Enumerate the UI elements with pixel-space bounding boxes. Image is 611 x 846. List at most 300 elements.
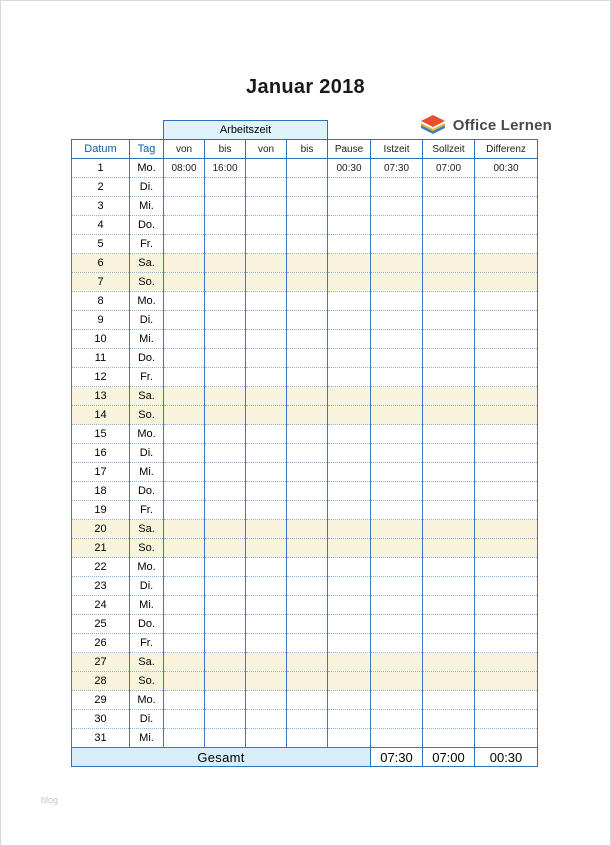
cell-differenz[interactable] (475, 520, 538, 539)
cell-von-2[interactable] (246, 254, 287, 273)
cell-datum: 18 (72, 482, 130, 501)
cell-bis-2[interactable] (287, 577, 328, 596)
cell-pause[interactable] (328, 615, 371, 634)
cell-istzeit[interactable] (371, 577, 423, 596)
cell-differenz[interactable] (475, 482, 538, 501)
cell-bis-2[interactable] (287, 273, 328, 292)
cell-von-2[interactable] (246, 292, 287, 311)
cell-bis-1[interactable] (205, 178, 246, 197)
cell-pause[interactable] (328, 672, 371, 691)
cell-differenz[interactable] (475, 558, 538, 577)
cell-von-2[interactable] (246, 444, 287, 463)
group-header-spacer-date (72, 121, 130, 140)
cell-von-2[interactable] (246, 615, 287, 634)
cell-von-1[interactable] (164, 216, 205, 235)
cell-von-2[interactable] (246, 463, 287, 482)
cell-datum: 12 (72, 368, 130, 387)
total-istzeit: 07:30 (371, 748, 423, 767)
cell-bis-1[interactable] (205, 216, 246, 235)
cell-von-1[interactable] (164, 368, 205, 387)
cell-istzeit[interactable] (371, 634, 423, 653)
group-header-spacer-pause (328, 121, 371, 140)
cell-tag: Do. (130, 349, 164, 368)
cell-pause[interactable] (328, 387, 371, 406)
cell-differenz[interactable] (475, 501, 538, 520)
cell-von-1[interactable] (164, 444, 205, 463)
cell-istzeit[interactable] (371, 349, 423, 368)
cell-von-1[interactable] (164, 178, 205, 197)
cell-von-2[interactable] (246, 596, 287, 615)
table-row (72, 634, 538, 653)
cell-datum: 30 (72, 710, 130, 729)
cell-von-2[interactable] (246, 672, 287, 691)
cell-differenz[interactable] (475, 444, 538, 463)
cell-von-1[interactable] (164, 463, 205, 482)
cell-bis-2[interactable] (287, 216, 328, 235)
cell-bis-1[interactable] (205, 368, 246, 387)
cell-bis-1[interactable] (205, 387, 246, 406)
cell-bis-2[interactable] (287, 159, 328, 178)
table-row (72, 710, 538, 729)
cell-bis-1[interactable] (205, 539, 246, 558)
cell-istzeit[interactable] (371, 653, 423, 672)
cell-pause[interactable] (328, 710, 371, 729)
cell-von-1[interactable] (164, 387, 205, 406)
cell-bis-1[interactable] (205, 349, 246, 368)
cell-von-1[interactable] (164, 425, 205, 444)
cell-pause[interactable] (328, 425, 371, 444)
table-row (72, 444, 538, 463)
cell-bis-1[interactable] (205, 197, 246, 216)
cell-bis-1[interactable] (205, 501, 246, 520)
cell-von-1[interactable] (164, 254, 205, 273)
cell-istzeit[interactable] (371, 311, 423, 330)
cell-von-2[interactable] (246, 178, 287, 197)
cell-sollzeit[interactable] (423, 425, 475, 444)
cell-differenz[interactable] (475, 729, 538, 748)
cell-differenz[interactable] (475, 292, 538, 311)
table-row (72, 577, 538, 596)
cell-pause[interactable] (328, 482, 371, 501)
cell-bis-1[interactable] (205, 596, 246, 615)
cell-differenz[interactable] (475, 330, 538, 349)
cell-tag: Sa. (130, 387, 164, 406)
cell-datum: 26 (72, 634, 130, 653)
cell-differenz[interactable] (475, 406, 538, 425)
cell-bis-1[interactable] (205, 273, 246, 292)
cell-datum: 14 (72, 406, 130, 425)
page-title: Januar 2018 (246, 76, 365, 98)
cell-von-1[interactable] (164, 311, 205, 330)
cell-tag: Mi. (130, 330, 164, 349)
cell-sollzeit[interactable] (423, 273, 475, 292)
cell-datum: 29 (72, 691, 130, 710)
cell-bis-2[interactable] (287, 710, 328, 729)
cell-sollzeit[interactable] (423, 577, 475, 596)
column-header-sollzeit: Sollzeit (423, 140, 475, 159)
cell-sollzeit[interactable] (423, 444, 475, 463)
cell-von-1[interactable] (164, 710, 205, 729)
cell-istzeit[interactable] (371, 330, 423, 349)
cell-von-2[interactable] (246, 216, 287, 235)
cell-pause[interactable] (328, 178, 371, 197)
cell-bis-1[interactable] (205, 672, 246, 691)
cell-differenz[interactable] (475, 634, 538, 653)
cell-pause[interactable] (328, 691, 371, 710)
table-row (72, 216, 538, 235)
cell-istzeit[interactable] (371, 273, 423, 292)
cell-differenz[interactable] (475, 615, 538, 634)
cell-bis-2[interactable] (287, 425, 328, 444)
cell-tag: Di. (130, 311, 164, 330)
cell-istzeit[interactable] (371, 482, 423, 501)
cell-bis-1[interactable] (205, 710, 246, 729)
cell-bis-1[interactable] (205, 311, 246, 330)
cell-bis-1[interactable] (205, 463, 246, 482)
cell-istzeit[interactable] (371, 501, 423, 520)
cell-differenz[interactable] (475, 539, 538, 558)
cell-sollzeit[interactable] (423, 349, 475, 368)
cell-von-2[interactable] (246, 520, 287, 539)
cell-pause[interactable] (328, 254, 371, 273)
cell-sollzeit[interactable] (423, 729, 475, 748)
cell-bis-2[interactable] (287, 292, 328, 311)
cell-istzeit[interactable] (371, 729, 423, 748)
cell-differenz[interactable] (475, 254, 538, 273)
cell-bis-1[interactable] (205, 520, 246, 539)
cell-pause[interactable] (328, 311, 371, 330)
cell-istzeit[interactable] (371, 216, 423, 235)
cell-istzeit[interactable] (371, 235, 423, 254)
cell-von-1[interactable] (164, 501, 205, 520)
table-row (72, 520, 538, 539)
column-header-istzeit: Istzeit (371, 140, 423, 159)
cell-bis-2[interactable] (287, 596, 328, 615)
cell-istzeit[interactable] (371, 710, 423, 729)
cell-sollzeit[interactable] (423, 615, 475, 634)
cell-bis-2[interactable] (287, 691, 328, 710)
cell-sollzeit[interactable] (423, 634, 475, 653)
cell-bis-1[interactable] (205, 482, 246, 501)
cell-pause[interactable] (328, 197, 371, 216)
cell-von-1[interactable] (164, 482, 205, 501)
cell-pause[interactable] (328, 729, 371, 748)
cell-sollzeit[interactable] (423, 235, 475, 254)
cell-istzeit[interactable] (371, 539, 423, 558)
cell-differenz[interactable] (475, 273, 538, 292)
cell-bis-2[interactable] (287, 444, 328, 463)
cell-von-1[interactable] (164, 615, 205, 634)
cell-bis-1[interactable] (205, 577, 246, 596)
cell-differenz[interactable] (475, 368, 538, 387)
cell-von-1[interactable] (164, 596, 205, 615)
cell-sollzeit[interactable]: 07:00 (423, 159, 475, 178)
cell-datum: 11 (72, 349, 130, 368)
cell-von-1[interactable] (164, 330, 205, 349)
cell-istzeit[interactable] (371, 558, 423, 577)
cell-von-2[interactable] (246, 558, 287, 577)
cell-differenz[interactable] (475, 425, 538, 444)
cell-tag: Di. (130, 710, 164, 729)
cell-bis-1[interactable] (205, 729, 246, 748)
cell-pause[interactable] (328, 330, 371, 349)
cell-pause[interactable] (328, 577, 371, 596)
cell-pause[interactable] (328, 235, 371, 254)
cell-pause[interactable] (328, 368, 371, 387)
cell-differenz[interactable] (475, 387, 538, 406)
cell-von-2[interactable] (246, 634, 287, 653)
cell-istzeit[interactable] (371, 672, 423, 691)
cell-von-1[interactable] (164, 634, 205, 653)
cell-istzeit[interactable] (371, 463, 423, 482)
cell-pause[interactable] (328, 406, 371, 425)
cell-pause[interactable] (328, 501, 371, 520)
cell-sollzeit[interactable] (423, 672, 475, 691)
cell-bis-1[interactable] (205, 292, 246, 311)
cell-bis-2[interactable] (287, 311, 328, 330)
cell-von-2[interactable] (246, 273, 287, 292)
column-header-bis-1: bis (205, 140, 246, 159)
cell-tag: Mi. (130, 729, 164, 748)
cell-pause[interactable] (328, 444, 371, 463)
cell-bis-2[interactable] (287, 368, 328, 387)
cell-von-2[interactable] (246, 425, 287, 444)
cell-datum: 22 (72, 558, 130, 577)
cell-differenz[interactable] (475, 311, 538, 330)
cell-von-1[interactable] (164, 691, 205, 710)
cell-pause[interactable] (328, 539, 371, 558)
table-row (72, 387, 538, 406)
cell-von-1[interactable] (164, 292, 205, 311)
cell-differenz[interactable] (475, 197, 538, 216)
cell-differenz[interactable] (475, 577, 538, 596)
cell-bis-1[interactable] (205, 330, 246, 349)
cell-sollzeit[interactable] (423, 653, 475, 672)
table-row (72, 349, 538, 368)
cell-tag: So. (130, 672, 164, 691)
cell-differenz[interactable] (475, 596, 538, 615)
cell-bis-2[interactable] (287, 729, 328, 748)
cell-bis-2[interactable] (287, 558, 328, 577)
column-header-row (72, 140, 538, 159)
cell-sollzeit[interactable] (423, 520, 475, 539)
cell-bis-2[interactable] (287, 672, 328, 691)
table-row (72, 273, 538, 292)
cell-bis-1[interactable] (205, 615, 246, 634)
cell-differenz[interactable] (475, 672, 538, 691)
cell-istzeit[interactable] (371, 406, 423, 425)
cell-istzeit[interactable] (371, 691, 423, 710)
cell-datum: 19 (72, 501, 130, 520)
cell-istzeit[interactable] (371, 425, 423, 444)
total-label: Gesamt (72, 748, 371, 767)
cell-bis-2[interactable] (287, 387, 328, 406)
cell-istzeit[interactable] (371, 292, 423, 311)
cell-sollzeit[interactable] (423, 482, 475, 501)
cell-von-2[interactable] (246, 501, 287, 520)
cell-bis-1[interactable] (205, 691, 246, 710)
group-header-row (72, 121, 538, 140)
cell-von-1[interactable] (164, 577, 205, 596)
cell-von-2[interactable] (246, 710, 287, 729)
cell-differenz[interactable] (475, 463, 538, 482)
cell-sollzeit[interactable] (423, 387, 475, 406)
cell-pause[interactable] (328, 349, 371, 368)
cell-pause[interactable] (328, 596, 371, 615)
cell-bis-2[interactable] (287, 349, 328, 368)
cell-sollzeit[interactable] (423, 539, 475, 558)
cell-bis-1[interactable]: 16:00 (205, 159, 246, 178)
cell-sollzeit[interactable] (423, 691, 475, 710)
cell-bis-1[interactable] (205, 558, 246, 577)
table-row (72, 615, 538, 634)
cell-bis-1[interactable] (205, 444, 246, 463)
cell-pause[interactable] (328, 292, 371, 311)
cell-bis-2[interactable] (287, 254, 328, 273)
cell-bis-1[interactable] (205, 425, 246, 444)
group-header-spacer-ist (371, 121, 423, 140)
cell-sollzeit[interactable] (423, 596, 475, 615)
cell-von-1[interactable] (164, 672, 205, 691)
cell-bis-1[interactable] (205, 406, 246, 425)
cell-sollzeit[interactable] (423, 406, 475, 425)
cell-sollzeit[interactable] (423, 216, 475, 235)
cell-von-1[interactable] (164, 653, 205, 672)
cell-differenz[interactable]: 00:30 (475, 159, 538, 178)
cell-von-1[interactable] (164, 729, 205, 748)
cell-von-2[interactable] (246, 482, 287, 501)
cell-von-2[interactable] (246, 729, 287, 748)
cell-istzeit[interactable] (371, 615, 423, 634)
cell-von-1[interactable] (164, 235, 205, 254)
cell-tag: Mo. (130, 292, 164, 311)
cell-sollzeit[interactable] (423, 292, 475, 311)
cell-pause[interactable] (328, 634, 371, 653)
cell-differenz[interactable] (475, 349, 538, 368)
cell-von-2[interactable] (246, 159, 287, 178)
cell-von-2[interactable] (246, 311, 287, 330)
cell-von-2[interactable] (246, 330, 287, 349)
cell-istzeit[interactable] (371, 387, 423, 406)
cell-bis-2[interactable] (287, 615, 328, 634)
cell-von-1[interactable] (164, 539, 205, 558)
cell-tag: So. (130, 273, 164, 292)
cell-tag: Mo. (130, 691, 164, 710)
cell-bis-2[interactable] (287, 178, 328, 197)
cell-istzeit[interactable] (371, 178, 423, 197)
cell-pause[interactable] (328, 216, 371, 235)
cell-sollzeit[interactable] (423, 710, 475, 729)
cell-von-1[interactable] (164, 197, 205, 216)
cell-bis-1[interactable] (205, 235, 246, 254)
cell-von-2[interactable] (246, 577, 287, 596)
cell-tag: Di. (130, 444, 164, 463)
cell-istzeit[interactable] (371, 520, 423, 539)
cell-sollzeit[interactable] (423, 197, 475, 216)
cell-pause[interactable] (328, 463, 371, 482)
cell-bis-1[interactable] (205, 634, 246, 653)
cell-istzeit[interactable]: 07:30 (371, 159, 423, 178)
cell-differenz[interactable] (475, 216, 538, 235)
cell-sollzeit[interactable] (423, 178, 475, 197)
cell-von-2[interactable] (246, 691, 287, 710)
cell-sollzeit[interactable] (423, 558, 475, 577)
cell-bis-2[interactable] (287, 482, 328, 501)
table-row (72, 197, 538, 216)
cell-pause[interactable] (328, 520, 371, 539)
cell-differenz[interactable] (475, 691, 538, 710)
cell-bis-2[interactable] (287, 520, 328, 539)
cell-istzeit[interactable] (371, 197, 423, 216)
cell-von-2[interactable] (246, 235, 287, 254)
cell-tag: So. (130, 539, 164, 558)
cell-von-2[interactable] (246, 349, 287, 368)
cell-von-2[interactable] (246, 197, 287, 216)
cell-bis-2[interactable] (287, 653, 328, 672)
table-row (72, 729, 538, 748)
cell-von-1[interactable] (164, 273, 205, 292)
cell-von-1[interactable] (164, 349, 205, 368)
cell-sollzeit[interactable] (423, 501, 475, 520)
cell-bis-2[interactable] (287, 463, 328, 482)
cell-pause[interactable] (328, 273, 371, 292)
table-row (72, 311, 538, 330)
cell-sollzeit[interactable] (423, 463, 475, 482)
cell-bis-2[interactable] (287, 406, 328, 425)
cell-istzeit[interactable] (371, 254, 423, 273)
cell-bis-2[interactable] (287, 501, 328, 520)
cell-von-2[interactable] (246, 387, 287, 406)
cell-bis-2[interactable] (287, 539, 328, 558)
cell-von-1[interactable] (164, 406, 205, 425)
cell-bis-1[interactable] (205, 254, 246, 273)
cell-tag: Di. (130, 577, 164, 596)
table-row (72, 463, 538, 482)
cell-bis-2[interactable] (287, 235, 328, 254)
cell-bis-1[interactable] (205, 653, 246, 672)
cell-von-2[interactable] (246, 368, 287, 387)
cell-differenz[interactable] (475, 653, 538, 672)
table-row (72, 691, 538, 710)
cell-istzeit[interactable] (371, 368, 423, 387)
cell-von-1[interactable]: 08:00 (164, 159, 205, 178)
cell-sollzeit[interactable] (423, 330, 475, 349)
cell-istzeit[interactable] (371, 444, 423, 463)
cell-pause[interactable] (328, 653, 371, 672)
cell-bis-2[interactable] (287, 197, 328, 216)
table-row (72, 254, 538, 273)
cell-bis-2[interactable] (287, 330, 328, 349)
cell-sollzeit[interactable] (423, 311, 475, 330)
brand-name: Office Lernen (452, 116, 552, 134)
cell-istzeit[interactable] (371, 596, 423, 615)
group-header-spacer-day (130, 121, 164, 140)
cell-bis-2[interactable] (287, 634, 328, 653)
cell-von-1[interactable] (164, 520, 205, 539)
cell-von-2[interactable] (246, 653, 287, 672)
cell-von-2[interactable] (246, 406, 287, 425)
cell-differenz[interactable] (475, 178, 538, 197)
cell-datum: 9 (72, 311, 130, 330)
cell-pause[interactable]: 00:30 (328, 159, 371, 178)
cell-sollzeit[interactable] (423, 368, 475, 387)
cell-pause[interactable] (328, 558, 371, 577)
cell-sollzeit[interactable] (423, 254, 475, 273)
cell-differenz[interactable] (475, 235, 538, 254)
cell-differenz[interactable] (475, 710, 538, 729)
cell-von-2[interactable] (246, 539, 287, 558)
cell-von-1[interactable] (164, 558, 205, 577)
